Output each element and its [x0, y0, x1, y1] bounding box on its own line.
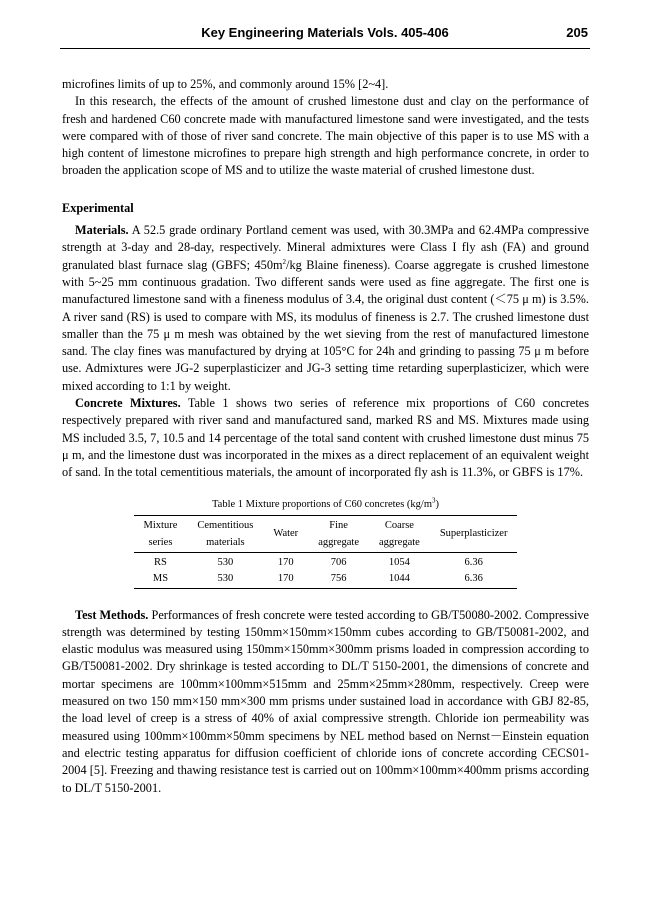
table-row: RS 530 170 706 1054 6.36 [154, 556, 483, 568]
table-row: MS 530 170 756 1044 6.36 [152, 573, 483, 585]
materials-paragraph: Materials. A 52.5 grade ordinary Portland cement was used, with 30.3MPa and 62.4MPa compressive strength at 3-day and 28-day, respectively. Mineral admixtures were Class I fly ash (FA) and ground granulated blast furnace slag (GBFS; $450m^2/kg$ Blaine fineness). Coarse aggregate is crushed limestone with 5~25 mm continuous gradation. Two different sands were used as fine aggregate. The first one is manufactured limestone sand with a fineness modulus of 3.4, the original dust content (＜75 μ m) is 3.5%. A river sand (RS) is used to compare with MS, its modulus of fineness is 2.7. The crushed limestone dust smaller than the 75 μ m mesh was obtained by the wet sieving from the rest of manufactured limestone sand. The clay fines was manufactured by drying at 105°C for 24h and grinding to passing 75 μ m before use. Admixtures were JG-2 superplasticizer and JG-3 setting time retarding superplasticizer, which were mixed according to 1:1 by weight. [62, 223, 589, 393]
journal-title: Key Engineering Materials Vols. 405-406 [201, 25, 449, 40]
run-in-heading: Test Methods. [75, 607, 149, 622]
paragraph: microfines limits of up to 25%, and commonly around 15% [2~4]. [62, 77, 389, 91]
column-header: Water [263, 515, 308, 552]
test-methods-paragraph: Test Methods. Performances of fresh concrete were tested according to GB/T50080-2002. Compressive strength was determined by testing 150mm×150mm×150mm cubes according to GB/T50081-2002, and elastic modulus was measured using 150mm×150mm×300mm prisms loaded in compression according to GB/T50081-2002. Dry shrinkage is tested according to DL/T 5150-2001, the dimensions of concrete and mortar specimens are 100mm×100mm×515mm and 25mm×25mm×280mm, respectively. Creep were measured on two 150 mm×150 mm×300 mm prisms under sustained load in accordance with GBJ 82-85, the load level of creep is a stress of 40% of axial compressive strength. Chloride ion permeability was measured using 100mm×100mm×50mm specimens by NEL method based on Nernst－Einstein equation and electric testing apparatus for diffusion coefficient of chloride ions of concrete according CECS01-2004 [5]. Freezing and thawing resistance test is carried out on 100mm×100mm×400mm prisms according to DL/T 5150-2001. [62, 607, 589, 795]
run-in-heading: Materials. [75, 223, 129, 238]
page-number: 205 [566, 25, 588, 40]
column-header: Mixture series [134, 515, 188, 552]
column-header: Cementitious materials [187, 515, 263, 552]
column-header: Fine aggregate [308, 515, 369, 552]
running-header [60, 22, 590, 49]
body-text [62, 76, 589, 797]
table-caption: Table 1 Mixture proportions of C60 concretes $(kg/m^3)$ [211, 496, 439, 510]
mixtures-paragraph: Concrete Mixtures. Table 1 shows two series of reference mix proportions of C60 concretes respectively prepared with river sand and manufactured sand, marked RS and MS. Mixtures made using MS included 3.5, 7, 10.5 and 14 percentage of the total sand content with crushed limestone dust minus 75 μ m, and the limestone dust was incorporated in the mixes as a direct replacement of an equivalent weight of sand. In the total cementitious materials, the amount of incorporated fly ash is 11.3%, or GBFS is 17%. [62, 396, 590, 480]
mix-proportions-table [134, 515, 518, 589]
column-header: Superplasticizer [430, 515, 518, 552]
paragraph: In this research, the effects of the amount of crushed limestone dust and clay on the performance of fresh and hardened C60 concrete made with manufactured limestone sand were investigated, and the tests were compared with of those of river sand concrete. The main objective of this paper is to use MS with a high content of limestone microfines to prepare high strength and high performance concrete, in order to broaden the application scope of MS and to utilize the waste material of crushed limestone dust. [62, 94, 589, 178]
table-header-row [134, 515, 518, 552]
run-in-heading: Concrete Mixtures. [75, 396, 181, 411]
section-heading: Experimental [62, 200, 134, 215]
column-header: Coarse aggregate [369, 515, 430, 552]
